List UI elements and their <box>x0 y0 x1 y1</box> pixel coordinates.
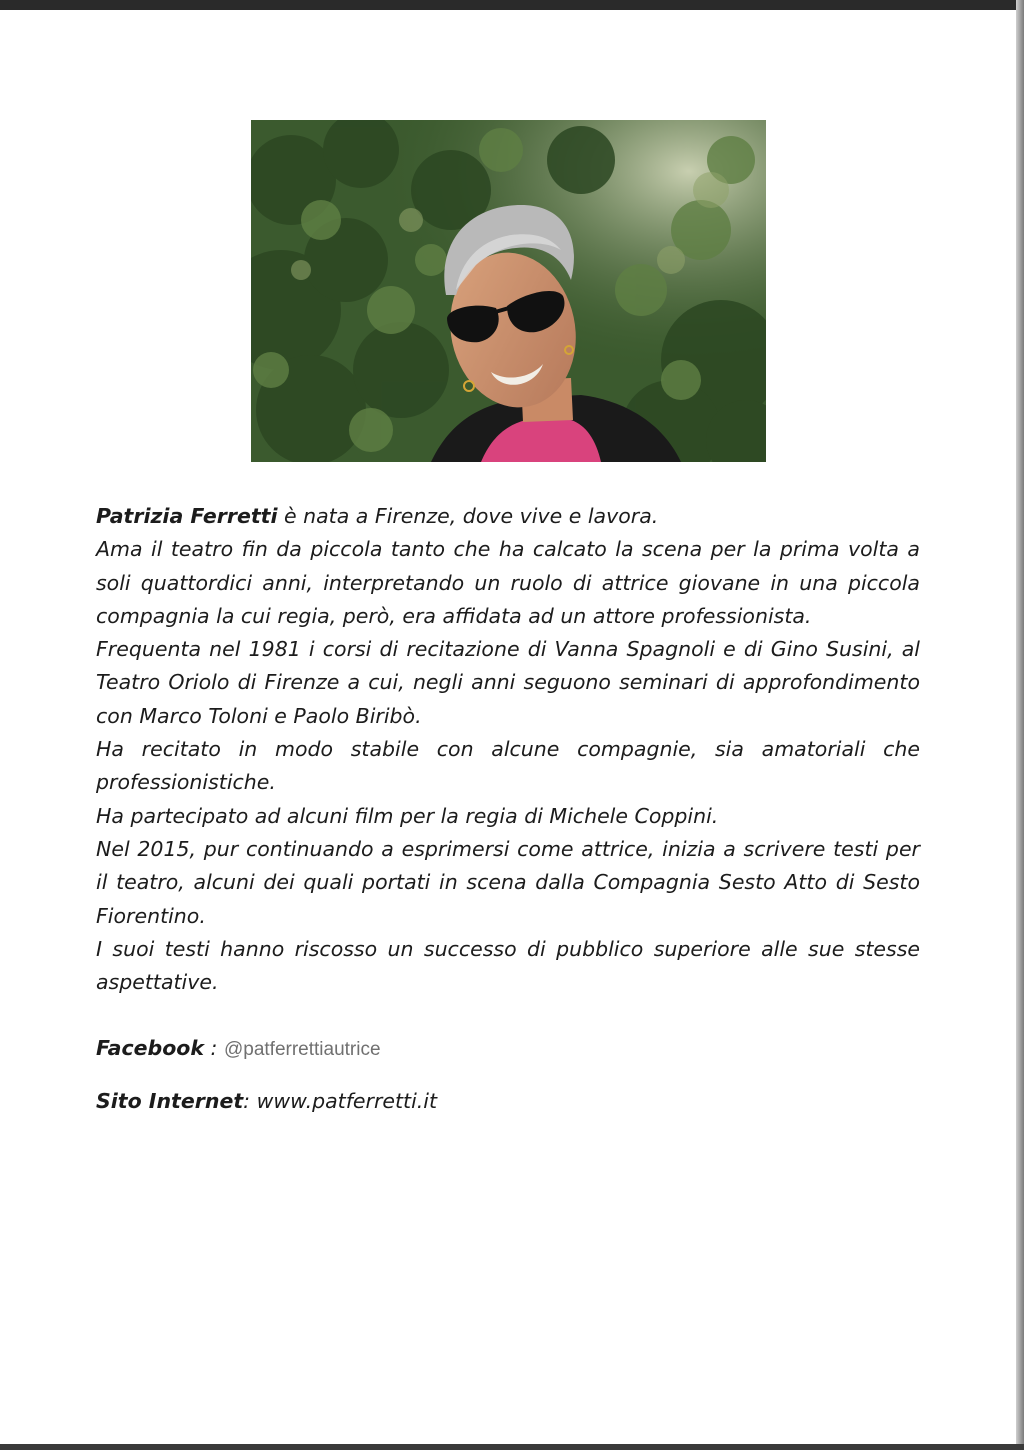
facebook-line <box>96 1032 920 1066</box>
bio-paragraph-training: Frequenta nel 1981 i corsi di recitazione di Vanna Spagnoli e di Gino Susini, al Teatro Oriolo di Firenze a cui, negli anni seguono seminari di approfondimento con Marco Toloni e Paolo Biribò. <box>96 637 920 728</box>
bio-paragraph-films: Ha partecipato ad alcuni film per la regia di Michele Coppini. <box>96 803 719 828</box>
facebook-separator: : <box>204 1036 224 1061</box>
portrait-photo-illustration <box>251 120 766 462</box>
bio-paragraph-writing: Nel 2015, pur continuando a esprimersi come attrice, inizia a scrivere testi per il teatro, alcuni dei quali portati in scena dalla Compagnia Sesto Atto di Sesto Fiorentino. <box>96 836 920 928</box>
page-edge-bottom <box>0 1444 1024 1450</box>
biography-text <box>96 500 920 1136</box>
website-url-link[interactable]: www.patferretti.it <box>256 1088 438 1113</box>
page-edge-right <box>1016 0 1024 1450</box>
bio-paragraph-childhood: Ama il teatro fin da piccola tanto che ha calcato la scena per la prima volta a soli quattordici anni, interpretando un ruolo di attrice giovane in una piccola compagnia la cui regia, però, era affidata ad un attore professionista. <box>96 537 920 628</box>
bio-paragraph-companies: Ha recitato in modo stabile con alcune compagnie, sia amatoriali che professionistiche. <box>96 737 920 795</box>
facebook-label: Facebook <box>96 1036 205 1061</box>
website-label: Sito Internet <box>96 1088 244 1113</box>
document-page <box>0 10 1016 1444</box>
bio-paragraph-intro <box>96 500 920 533</box>
portrait-photo <box>251 120 766 462</box>
author-name: Patrizia Ferretti <box>96 504 278 528</box>
bio-intro-text: è nata a Firenze, dove vive e lavora. <box>277 504 659 528</box>
website-line <box>96 1085 920 1118</box>
bio-paragraph-success: I suoi testi hanno riscosso un successo di pubblico superiore alle sue stesse aspettative. <box>96 936 920 995</box>
facebook-handle-link[interactable]: @patferrettiautrice <box>223 1039 381 1061</box>
contacts-section <box>96 1032 920 1118</box>
website-separator: : <box>243 1088 257 1113</box>
